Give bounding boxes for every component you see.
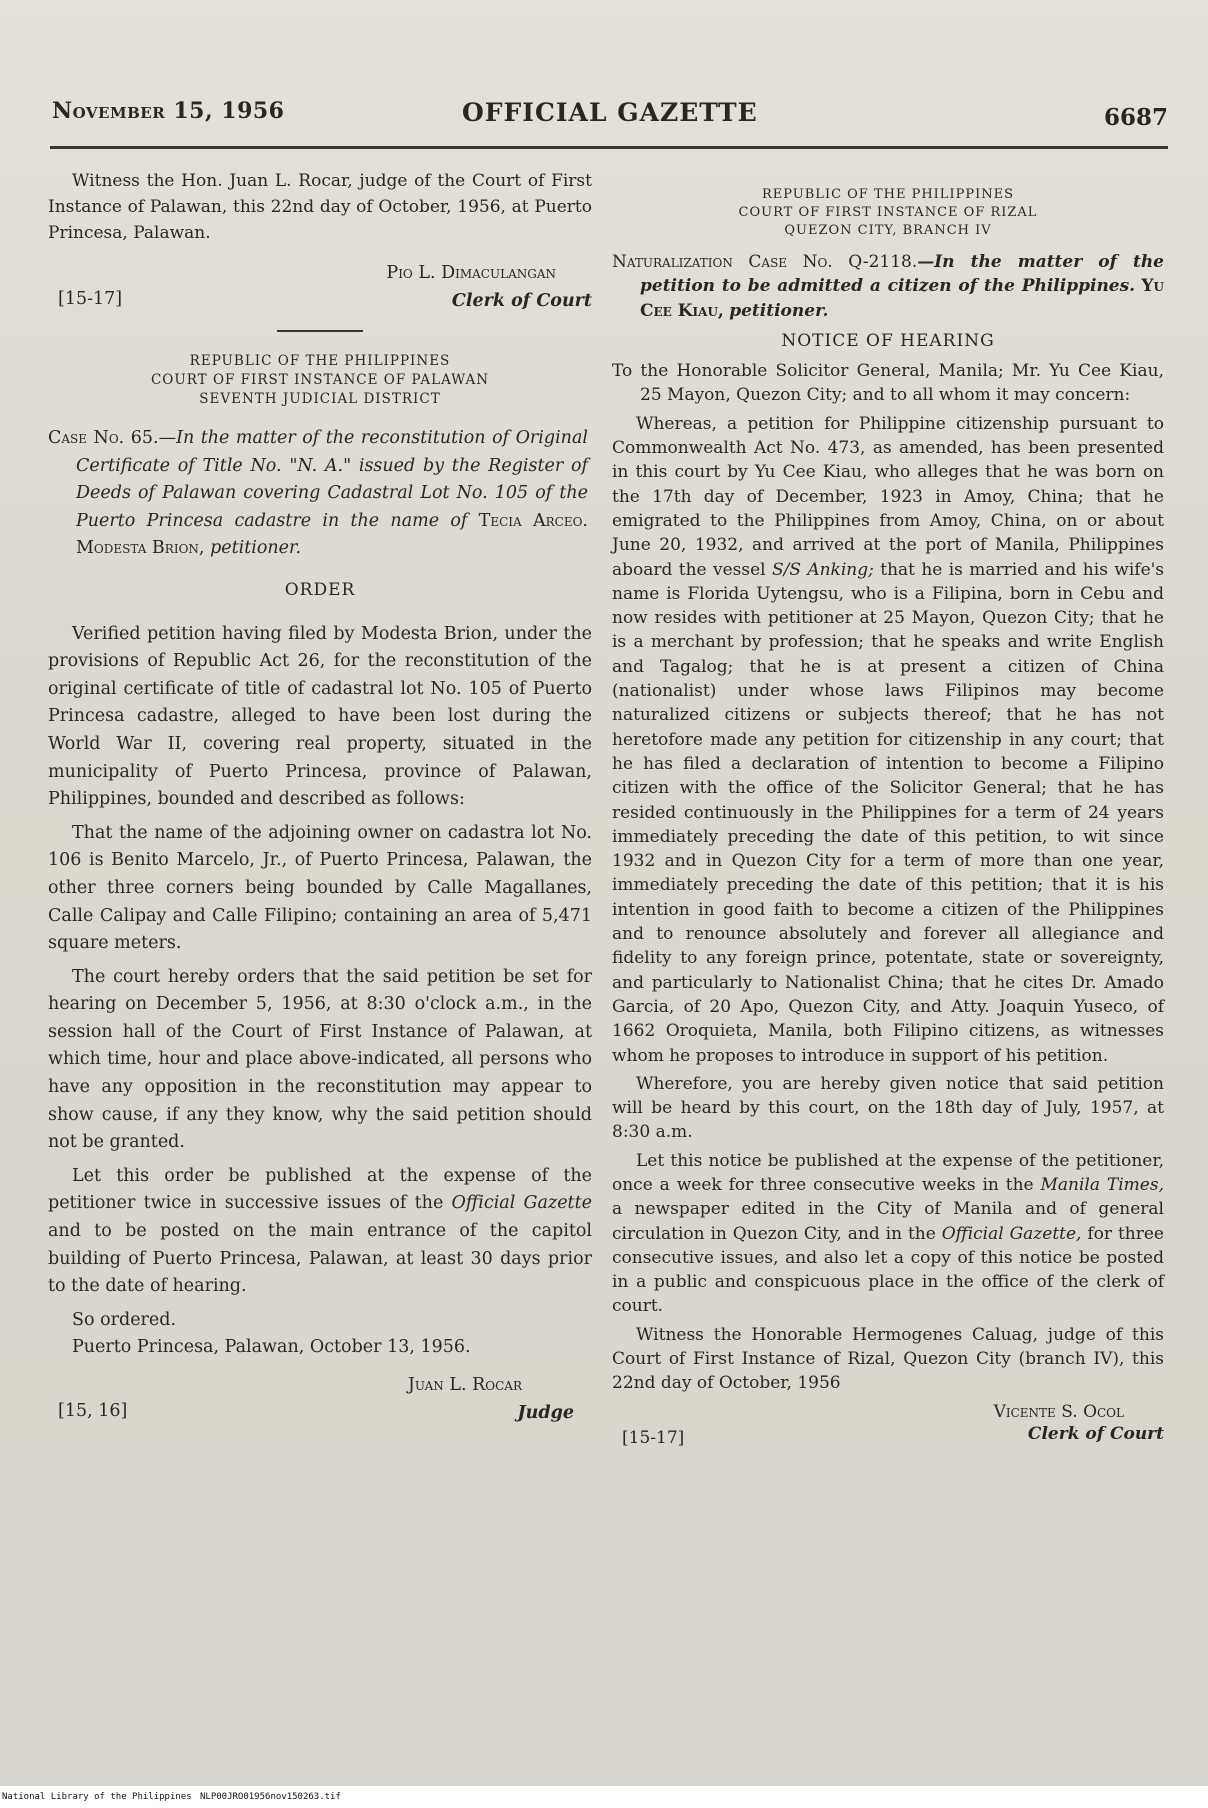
clerk-signature xyxy=(48,260,592,316)
court-heading xyxy=(612,186,1164,240)
case-petitioner: Yu Cee Kiau, xyxy=(640,276,1165,321)
case-owner: Tecia Arceo. xyxy=(478,510,588,531)
case-title: —In the matter of the petition to be admitted a citizen of the Philippines. xyxy=(640,252,1164,297)
order-paragraph-2: That the name of the adjoining owner on cadastra lot No. 106 is Benito Marcelo, Jr., of Puerto Princesa, Palawan, the other three corners being bounded by Calle Magallanes, Calle Calipay and Calle Filipino; containing an area of 5,471 square meters. xyxy=(48,822,592,954)
case-label: Naturalization Case No. Q-2118. xyxy=(612,252,918,272)
court-heading-line: REPUBLIC OF THE PHILIPPINES xyxy=(189,353,451,369)
gazette-name: Official Gazette, xyxy=(941,1223,1082,1244)
place-date: Puerto Princesa, Palawan, October 13, 1956. xyxy=(72,1337,471,1358)
judge-signature xyxy=(48,1372,592,1428)
case-label: Case No. 65. xyxy=(48,428,159,448)
scan-footer xyxy=(0,1786,1208,1808)
clerk-title: Clerk of Court xyxy=(451,291,592,311)
order-paragraph-4 xyxy=(48,1163,592,1301)
header-rule xyxy=(50,146,1168,149)
clerk-name: Pio L. Dimaculangan xyxy=(386,263,556,283)
clerk-name: Vicente S. Ocol xyxy=(993,1401,1124,1422)
library-name: National Library of the Philippines xyxy=(2,1792,192,1802)
vessel-name: S/S Anking; xyxy=(771,559,874,580)
notice-paragraph-1 xyxy=(612,412,1164,1068)
newspaper-name: Manila Times, xyxy=(1040,1174,1164,1195)
case-caption xyxy=(48,425,592,563)
judge-title: Judge xyxy=(517,1403,574,1423)
file-name: NLP00JRO01956nov150263.tif xyxy=(200,1792,341,1802)
case-petitioner-role: petitioner. xyxy=(210,538,302,559)
court-heading-line: REPUBLIC OF THE PHILIPPINES xyxy=(762,187,1014,202)
section-divider xyxy=(277,330,363,332)
case-petitioner-role: petitioner. xyxy=(729,300,829,321)
clerk-ref: [15-17] xyxy=(58,289,123,309)
witness-paragraph: Witness the Hon. Juan L. Rocar, judge of the Court of First Instance of Palawan, this 22nd day of October, 1956, at Puerto Princesa, Palawan. xyxy=(48,171,592,243)
notice-paragraph-3-mid: a newspaper edited in the City of Manila and of general circulation in Quezon City, and in the xyxy=(612,1199,1164,1244)
order-paragraph-4-start: Let this order be published at the expense of the petitioner twice in successive issues of the xyxy=(48,1165,592,1214)
notice-paragraph-3-end: for three consecutive issues, and also let a copy of this notice be posted in a public and conspicuous place in the office of the clerk of court. xyxy=(612,1223,1164,1317)
court-heading-line: COURT OF FIRST INSTANCE OF RIZAL xyxy=(738,205,1038,220)
notice-address: To the Honorable Solicitor General, Manila; Mr. Yu Cee Kiau, 25 Mayon, Quezon City; and to all whom it may concern: xyxy=(612,361,1164,406)
left-column xyxy=(48,168,592,1428)
notice-paragraph-2: Wherefore, you are hereby given notice that said petition will be heard by this court, on the 18th day of July, 1957, at 8:30 a.m. xyxy=(612,1073,1164,1143)
notice-paragraph-3 xyxy=(612,1149,1164,1319)
notice-paragraph-4: Witness the Honorable Hermogenes Caluag, judge of this Court of First Instance of Rizal, Quezon City (branch IV), this 22nd day of October, 1956 xyxy=(612,1324,1164,1394)
so-ordered: So ordered. xyxy=(72,1309,177,1330)
court-heading-line: COURT OF FIRST INSTANCE OF PALAWAN xyxy=(150,372,490,388)
notice-paragraph-1-end: that he is married and his wife's name is Florida Uytengsu, who is a Filipina, born in Cebu and now resides with petitioner at 25 Mayon, Quezon City; that he is a merchant by profession; that he speaks and write English and Tagalog; that he is at present a citizen of China (nationalist) under whose laws Filipinos may become naturalized citizens or subjects thereof; that he has not heretofore made any petition for citizenship in any court; that he has filed a declaration of intention to become a Filipino citizen with the office of the Solicitor General; that he has resided continuously in the Philippines for a term of 24 years immediately preceding the date of this petition, to wit since 1932 and in Quezon City for a term of more than one year, immediately preceding the date of this petition; that it is his intention in good faith to become a citizen of the Philippines and to renounce absolutely and forever all allegiance and fidelity to any foreign prince, potentate, state or sovereignty, and particularly to Nationalist China; that he cites Dr. Amado Garcia, of 20 Apo, Quezon City, and Atty. Joaquin Yuseco, of 1662 Oroquieta, Manila, both Filipino citizens, as witnesses whom he proposes to introduce in support of his petition. xyxy=(612,559,1165,1066)
court-heading xyxy=(48,352,592,409)
page-header xyxy=(52,98,1168,138)
clerk-ref: [15-17] xyxy=(622,1427,685,1448)
judge-ref: [15, 16] xyxy=(58,1401,128,1421)
order-paragraph-4-end: and to be posted on the main entrance of the capitol building of Puerto Princesa, Palawan, at least 30 days prior to the date of hearing. xyxy=(48,1221,592,1297)
notice-heading: NOTICE OF HEARING xyxy=(781,330,995,351)
notice-paragraph-3-start: Let this notice be published at the expense of the petitioner, once a week for three consecutive weeks in the xyxy=(612,1150,1164,1195)
right-column xyxy=(612,168,1164,1456)
gazette-name: Official Gazette xyxy=(451,1193,592,1214)
page-number: 6687 xyxy=(1103,104,1168,131)
case-title: —In the matter of the reconstitution of Original Certificate of Title No. "N. A." issued by the Register of Deeds of Palawan covering Cadastral Lot No. 105 of the Puerto Princesa cadastre in the name of xyxy=(76,428,588,531)
notice-paragraph-1-start: Whereas, a petition for Philippine citizenship pursuant to Commonwealth Act No. 473, as amended, has been presented in this court by Yu Cee Kiau, who alleges that he was born on the 17th day of December, 1923 in Amoy, China; that he emigrated to the Philippines from Amoy, China, on or about June 20, 1932, and arrived at the port of Manila, Philippines aboard the vessel xyxy=(612,413,1164,580)
court-heading-line: QUEZON CITY, BRANCH IV xyxy=(784,223,992,238)
issue-date: November 15, 1956 xyxy=(52,98,285,124)
case-petitioner: Modesta Brion, xyxy=(76,538,205,559)
clerk-title: Clerk of Court xyxy=(1027,1423,1164,1444)
order-paragraph-3: The court hereby orders that the said petition be set for hearing on December 5, 1956, at 8:30 o'clock a.m., in the session hall of the Court of First Instance of Palawan, at which time, hour and place above-indicated, all persons who have any opposition in the reconstitution may appear to show cause, if any they know, why the said petition should not be granted. xyxy=(48,966,592,1153)
clerk-signature xyxy=(612,1400,1164,1456)
order-heading: ORDER xyxy=(284,579,356,600)
order-paragraph-1: Verified petition having filed by Modesta Brion, under the provisions of Republic Act 26, for the reconstitution of the original certificate of title of cadastral lot No. 105 of Puerto Princesa cadastre, alleged to have been lost during the World War II, covering real property, situated in the municipality of Puerto Princesa, province of Palawan, Philippines, bounded and described as follows: xyxy=(48,623,592,810)
court-heading-line: SEVENTH JUDICIAL DISTRICT xyxy=(199,391,441,407)
case-caption xyxy=(612,250,1164,323)
publication-title: OFFICIAL GAZETTE xyxy=(462,98,758,127)
judge-name: Juan L. Rocar xyxy=(407,1375,522,1395)
